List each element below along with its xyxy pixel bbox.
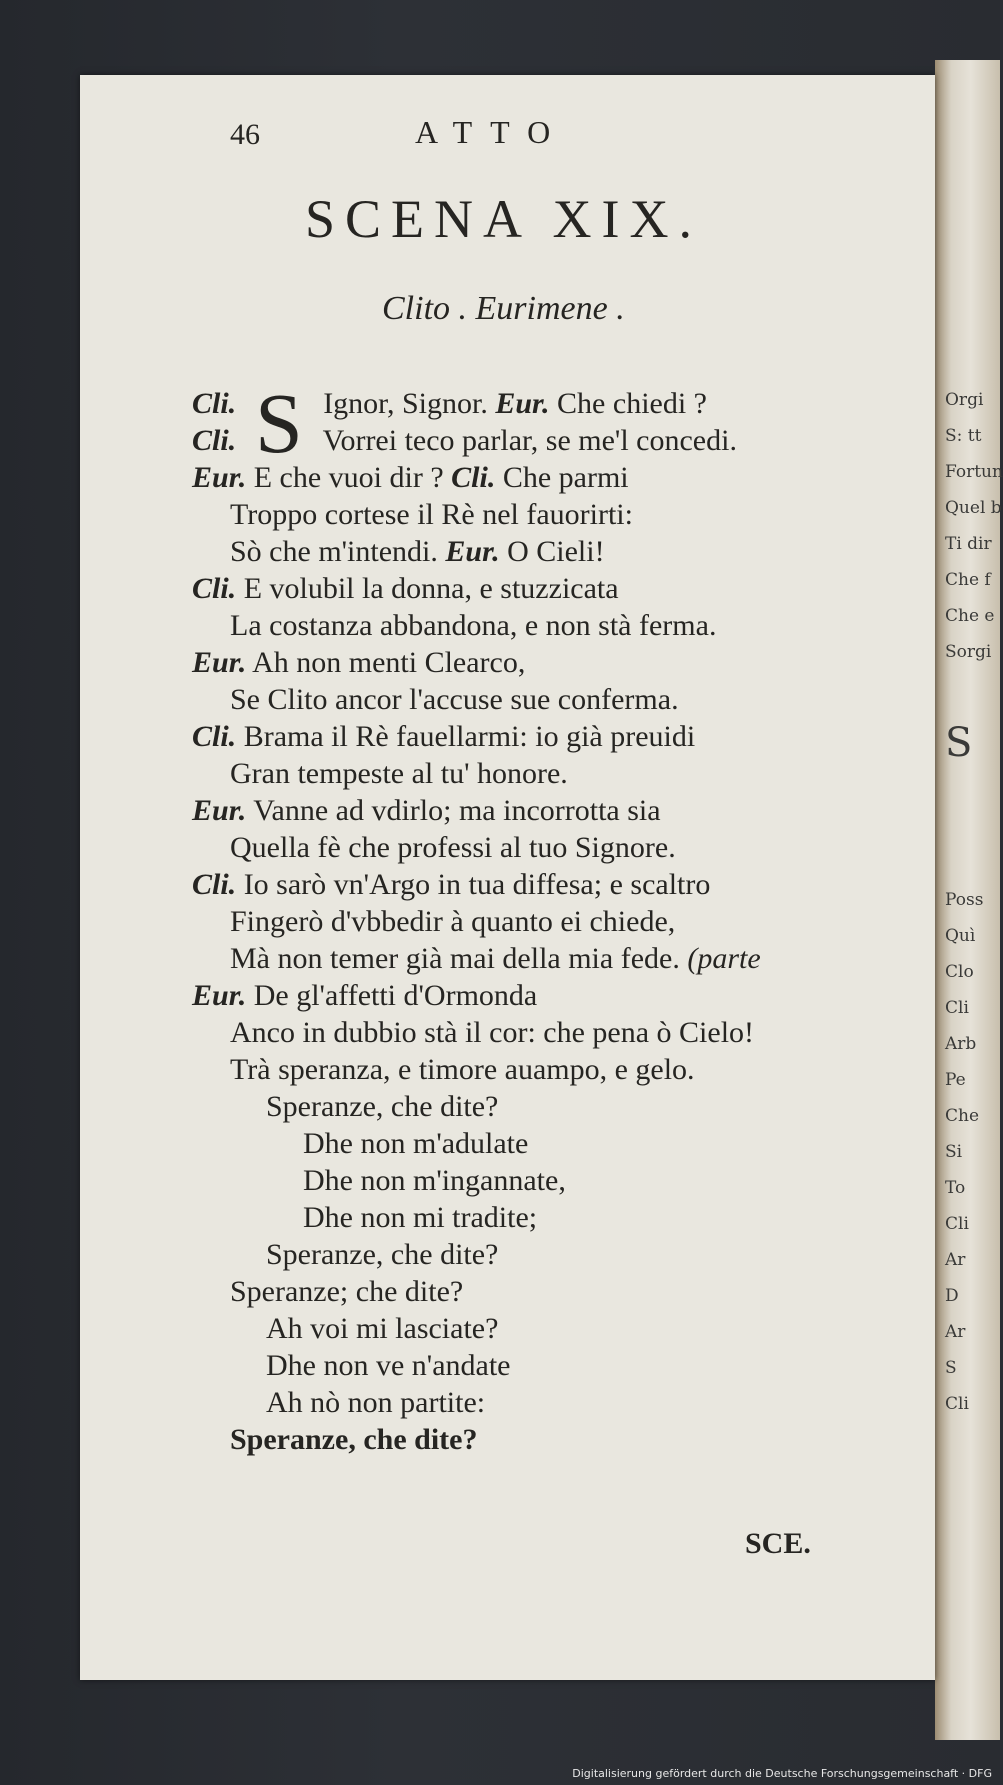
- play-line: [230, 1016, 754, 1050]
- play-line: [192, 646, 525, 680]
- line-text: Dhe non ve n'andate: [266, 1349, 511, 1382]
- facing-fragment: Cli: [945, 1394, 969, 1414]
- line-text: E che vuoi dir ?: [253, 461, 444, 494]
- line-text: Troppo cortese il Rè nel fauorirti:: [230, 498, 633, 531]
- facing-page-edge: [935, 60, 1003, 1740]
- speaker-label: Eur.: [192, 646, 247, 679]
- facing-fragment: S: [945, 720, 973, 766]
- line-text: Brama il Rè fauellarmi: io già preuidi: [243, 720, 696, 753]
- line-text: Vanne ad vdirlo; ma incorrotta sia: [253, 794, 661, 827]
- play-line: [266, 1312, 498, 1346]
- speaker-label: Eur.: [445, 535, 500, 568]
- play-line: [230, 535, 605, 569]
- line-text: Mà non temer già mai della mia fede.: [230, 942, 680, 975]
- line-text: Dhe non m'adulate: [303, 1127, 529, 1160]
- facing-fragment: D: [945, 1286, 959, 1306]
- line-text: Che chiedi ?: [557, 387, 707, 420]
- facing-fragment: Arb: [945, 1034, 977, 1054]
- speaker-label: Eur.: [192, 979, 247, 1012]
- play-line: [192, 794, 661, 828]
- facing-fragment: Fortun: [945, 462, 1003, 482]
- play-line: [230, 905, 675, 939]
- drop-cap: S: [255, 375, 303, 471]
- speaker-label: Cli.: [192, 868, 237, 901]
- facing-fragment: Che e: [945, 606, 995, 626]
- line-text: Speranze, che dite?: [230, 1423, 478, 1456]
- line-text: Quella fè che professi al tuo Signore.: [230, 831, 676, 864]
- facing-fragment: Orgi: [945, 390, 984, 410]
- play-line: [230, 609, 716, 643]
- line-text: O Cieli!: [507, 535, 605, 568]
- speaker-label: Cli.: [451, 461, 496, 494]
- facing-fragment: Quel b: [945, 498, 1002, 518]
- play-line: [230, 1275, 463, 1309]
- line-text: Se Clito ancor l'accuse sue conferma.: [230, 683, 679, 716]
- play-line: [230, 683, 679, 717]
- facing-fragment: Cli: [945, 1214, 969, 1234]
- play-line: [230, 498, 633, 532]
- facing-fragment: Pe: [945, 1070, 966, 1090]
- facing-fragment: Poss: [945, 890, 984, 910]
- speaker-label: Eur.: [495, 387, 550, 420]
- facing-fragment: To: [945, 1178, 966, 1198]
- play-line: [266, 1386, 485, 1420]
- line-text: Vorrei teco parlar, se me'l concedi.: [322, 424, 737, 457]
- facing-fragment: S: [945, 1358, 957, 1378]
- play-line: [192, 572, 619, 606]
- line-text: Trà speranza, e timore auampo, e gelo.: [230, 1053, 695, 1086]
- line-text: Ah nò non partite:: [266, 1386, 486, 1419]
- play-line: [266, 1238, 498, 1272]
- line-text: De gl'affetti d'Ormonda: [253, 979, 538, 1012]
- facing-fragment: Che f: [945, 570, 991, 590]
- speaker-label: Eur.: [192, 794, 247, 827]
- facing-fragment: S: tt: [945, 426, 982, 446]
- play-line: [266, 1090, 498, 1124]
- page-number: 46: [230, 118, 260, 151]
- facing-fragment: Sorgi: [945, 642, 992, 662]
- line-text: Fingerò d'vbbedir à quanto ei chiede,: [230, 905, 676, 938]
- play-line: [230, 757, 568, 791]
- play-line: [192, 461, 629, 495]
- digitization-footer: Digitalisierung gefördert durch die Deutsche Forschungsgemeinschaft · DFG: [572, 1767, 992, 1780]
- line-text: Sò che m'intendi.: [230, 535, 438, 568]
- play-line: [266, 1349, 510, 1383]
- facing-fragment: Clo: [945, 962, 974, 982]
- catchword: SCE.: [745, 1527, 811, 1560]
- running-head: ATTO: [415, 114, 569, 150]
- line-text: E volubil la donna, e stuzzicata: [243, 572, 619, 605]
- play-line: [303, 1201, 537, 1235]
- play-line: [192, 720, 695, 754]
- stage-direction: (parte: [687, 942, 761, 975]
- speaker-label: Cli.: [192, 572, 237, 605]
- line-text: Ignor, Signor.: [323, 387, 488, 420]
- line-text: La costanza abbandona, e non stà ferma.: [230, 609, 717, 642]
- speaker-label: Cli.: [192, 720, 237, 753]
- facing-fragment: Cli: [945, 998, 969, 1018]
- play-line: [303, 1164, 566, 1198]
- facing-fragment: Quì: [945, 926, 976, 946]
- line-text: Speranze; che dite?: [230, 1275, 464, 1308]
- play-line: [192, 868, 710, 902]
- line-text: Dhe non mi tradite;: [303, 1201, 538, 1234]
- facing-fragment: Si: [945, 1142, 963, 1162]
- play-line: [230, 1053, 695, 1087]
- line-text: Ah non menti Clearco,: [252, 646, 526, 679]
- speaker-label: Cli.: [192, 424, 237, 457]
- line-text: Speranze, che dite?: [266, 1090, 499, 1123]
- play-line: [303, 1127, 528, 1161]
- facing-fragment: Ar: [945, 1322, 966, 1342]
- line-text: Ah voi mi lasciate?: [266, 1312, 499, 1345]
- line-text: Che parmi: [502, 461, 629, 494]
- facing-fragment: Ti dir: [945, 534, 992, 554]
- line-text: Speranze, che dite?: [266, 1238, 499, 1271]
- play-line: [230, 1423, 477, 1457]
- line-text: Io sarò vn'Argo in tua diffesa; e scaltro: [243, 868, 711, 901]
- play-line: [230, 942, 761, 976]
- scene-title: SCENA XIX.: [305, 189, 703, 249]
- line-text: Anco in dubbio stà il cor: che pena ò Cielo!: [230, 1016, 755, 1049]
- line-text: Gran tempeste al tu' honore.: [230, 757, 568, 790]
- character-list: Clito . Eurimene .: [382, 290, 625, 327]
- play-line: [230, 831, 676, 865]
- play-line: [192, 979, 537, 1013]
- speaker-label: Eur.: [192, 461, 247, 494]
- play-line: [192, 424, 737, 458]
- line-text: Dhe non m'ingannate,: [303, 1164, 566, 1197]
- play-line: [192, 387, 707, 421]
- speaker-label: Cli.: [192, 387, 237, 420]
- facing-fragment: Che: [945, 1106, 980, 1126]
- facing-fragment: Ar: [945, 1250, 966, 1270]
